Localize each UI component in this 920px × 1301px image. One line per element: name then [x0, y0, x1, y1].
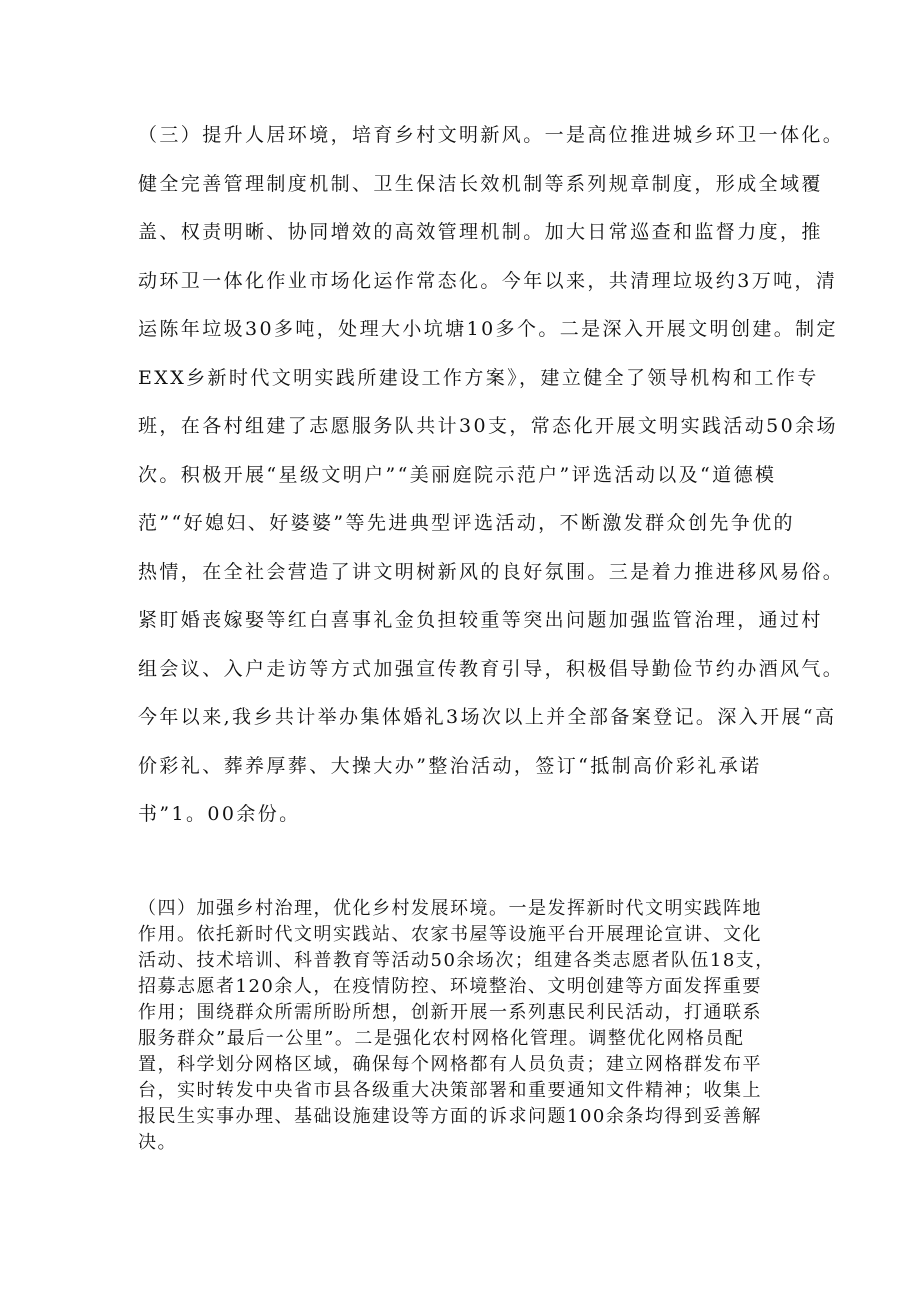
- paragraph-line: 班，在各村组建了志愿服务队共计30支，常态化开展文明实践活动50余场: [138, 415, 838, 437]
- paragraph-line: 价彩礼、葬养厚葬、大操大办”整治活动，签订“抵制高价彩礼承诺: [138, 754, 762, 777]
- paragraph-line: 紧盯婚丧嫁娶等红白喜事礼金负担较重等突出问题加强监管治理，通过村: [138, 609, 823, 631]
- paragraph-line: 决。: [138, 1132, 177, 1153]
- paragraph-line: 台，实时转发中央省市县各级重大决策部署和重要通知文件精神；收集上: [138, 1080, 762, 1101]
- paragraph-line: 健全完善管理制度机制、卫生保洁长效机制等系列规章制度，形成全域覆: [138, 172, 823, 195]
- section-4-paragraph: [138, 896, 794, 1156]
- paragraph-line: EXX乡新时代文明实践所建设工作方案》，建立健全了领导机构和工作专: [138, 366, 819, 389]
- paragraph-line: 作用。依托新时代文明实践站、农家书屋等设施平台开展理论宣讲、文化: [138, 924, 762, 945]
- paragraph-line: 盖、权责明晰、协同增效的高效管理机制。加大日常巡查和监督力度，推: [138, 221, 823, 243]
- paragraph-line: 书”1。00余份。: [138, 803, 301, 825]
- paragraph-line: 作用；围绕群众所需所盼所想，创新开展一系列惠民利民活动，打通联系: [138, 1002, 762, 1023]
- paragraph-line: 次。积极开展“星级文明户”“美丽庭院示范户”评选活动以及“道德模: [138, 463, 777, 486]
- paragraph-line: 活动、技术培训、科普教育等活动50余场次；组建各类志愿者队伍18支，: [138, 950, 775, 971]
- paragraph-line: （四）加强乡村治理，优化乡村发展环境。一是发挥新时代文明实践阵地: [138, 898, 762, 919]
- paragraph-line: 范”“好媳妇、好婆婆”等先进典型评选活动，不断激发群众创先争优的: [138, 512, 795, 534]
- section-3-paragraph: [138, 111, 845, 839]
- paragraph-line: 组会议、入户走访等方式加强宣传教育引导，积极倡导勤俭节约办酒风气。: [138, 657, 845, 680]
- paragraph-line: 服务群众”最后一公里”。二是强化农村网格化管理。调整优化网格员配: [138, 1028, 745, 1049]
- paragraph-line: 今年以来,我乡共计举办集体婚礼3场次以上并全部备案登记。深入开展“高: [138, 706, 837, 728]
- paragraph-line: 报民生实事办理、基础设施建设等方面的诉求问题100余条均得到妥善解: [138, 1106, 762, 1127]
- paragraph-line: 运陈年垃圾30多吨，处理大小坑塘10多个。二是深入开展文明创建。制定: [138, 318, 838, 340]
- paragraph-line: 热情，在全社会营造了讲文明树新风的良好氛围。三是着力推进移风易俗。: [138, 560, 845, 583]
- paragraph-line: （三）提升人居环境，培育乡村文明新风。一是高位推进城乡环卫一体化。: [138, 124, 845, 146]
- paragraph-line: 动环卫一体化作业市场化运作常态化。今年以来，共清理垃圾约3万吨，清: [138, 269, 838, 292]
- paragraph-line: 置，科学划分网格区域，确保每个网格都有人员负责；建立网格群发布平: [138, 1054, 762, 1075]
- paragraph-line: 招募志愿者120余人，在疫情防控、环境整治、文明创建等方面发挥重要: [138, 976, 762, 997]
